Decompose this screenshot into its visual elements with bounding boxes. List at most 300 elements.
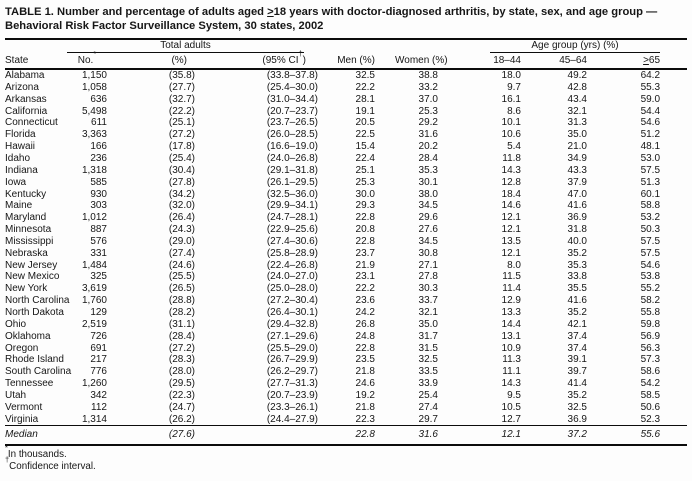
- spacer: [660, 295, 687, 307]
- footnote-in-thousands: *In thousands.: [5, 443, 67, 461]
- table-row: [5, 129, 687, 141]
- table-row: [5, 117, 687, 129]
- cell-ci: (22.4–26.8): [266, 259, 318, 271]
- spacer: [660, 94, 687, 106]
- cell-ci: (24.7–28.1): [266, 212, 318, 224]
- spacer: [660, 414, 687, 426]
- cell-no: 776: [90, 366, 107, 378]
- cell-18-44: 12.1: [501, 212, 521, 224]
- cell-ci: (25.8–28.9): [266, 247, 318, 259]
- spacer: [660, 319, 687, 331]
- median-45-64: 37.2: [523, 426, 587, 446]
- cell-65plus: 59.0: [640, 93, 661, 105]
- cell-no: 166: [90, 141, 107, 153]
- cell-18-44: 11.4: [502, 283, 521, 295]
- spacer: [660, 390, 687, 402]
- cell-ci: (20.7–23.9): [266, 389, 318, 401]
- cell-65plus: 54.6: [640, 117, 661, 129]
- cell-women: 27.8: [418, 271, 438, 283]
- geq-symbol: >: [643, 55, 649, 67]
- cell-men: 22.2: [355, 283, 375, 295]
- cell-pct: (34.2): [168, 188, 195, 200]
- cell-18-44: 10.9: [501, 342, 521, 354]
- cell-no: 325: [90, 271, 107, 283]
- cell-state: Oklahoma: [5, 330, 51, 342]
- cell-state: Vermont: [5, 401, 43, 413]
- cell-no: 3,619: [81, 283, 107, 295]
- cell-ci: (24.0–26.8): [266, 153, 318, 164]
- cell-65plus: 52.3: [640, 413, 661, 425]
- cell-women: 33.7: [418, 295, 438, 307]
- cell-men: 28.1: [355, 93, 375, 105]
- cell-state: California: [5, 105, 48, 117]
- table-row: [5, 260, 687, 272]
- cell-men: 20.5: [355, 117, 375, 129]
- cell-18-44: 11.8: [502, 153, 521, 164]
- cell-women: 31.5: [418, 342, 438, 354]
- dagger-marker: †: [298, 48, 303, 58]
- spacer: [375, 39, 438, 54]
- cell-pct: (28.3): [168, 354, 195, 366]
- cell-men: 22.2: [355, 81, 375, 93]
- cell-no: 217: [90, 354, 107, 366]
- table-row: [5, 390, 687, 402]
- cell-65plus: 58.2: [640, 295, 661, 307]
- cell-no: 1,314: [81, 413, 107, 425]
- table-row: [5, 414, 687, 426]
- cell-ci: (25.0–28.0): [266, 283, 318, 295]
- cell-men: 21.8: [355, 401, 375, 413]
- cell-65plus: 57.5: [640, 247, 661, 259]
- table-row: [5, 236, 687, 248]
- cell-ci: (27.7–31.3): [266, 378, 318, 390]
- col-header-men: Men (%): [320, 53, 375, 69]
- cell-women: 34.5: [418, 235, 438, 247]
- cell-pct: (24.7): [168, 401, 195, 413]
- table-row: [5, 94, 687, 106]
- cell-women: 32.1: [418, 306, 438, 318]
- table-title-line-1: TABLE 1. Number and percentage of adults aged >18 years with doctor-diagnosed arthritis, by state, sex, and age group —: [5, 6, 658, 18]
- cell-18-44: 18.0: [501, 70, 521, 82]
- cell-pct: (29.5): [168, 378, 195, 390]
- cell-45-64: 42.8: [567, 81, 587, 93]
- cell-women: 29.7: [418, 413, 438, 425]
- cell-pct: (22.3): [168, 389, 195, 401]
- cell-ci: (24.0–27.0): [266, 271, 318, 283]
- median-women: 31.6: [375, 426, 438, 446]
- cell-45-64: 31.8: [567, 224, 587, 236]
- cell-no: 236: [90, 153, 107, 164]
- cell-men: 24.8: [355, 330, 375, 342]
- cell-men: 32.5: [355, 70, 375, 82]
- cell-women: 30.8: [418, 247, 438, 259]
- cell-45-64: 35.3: [567, 259, 587, 271]
- cell-45-64: 31.3: [567, 117, 587, 129]
- table-row: [5, 69, 687, 82]
- cell-pct: (25.5): [168, 271, 195, 283]
- cell-men: 30.0: [355, 188, 375, 200]
- cell-men: 25.3: [355, 176, 375, 188]
- cell-women: 38.0: [418, 188, 438, 200]
- cell-pct: (25.4): [168, 153, 195, 164]
- col-header-45-64: 45–64: [523, 53, 587, 69]
- cell-pct: (26.4): [168, 212, 195, 224]
- cell-45-64: 42.1: [567, 318, 587, 330]
- cell-no: 1,260: [81, 378, 107, 390]
- cell-state: Iowa: [5, 176, 27, 188]
- cell-women: 29.6: [418, 212, 438, 224]
- table-row: [5, 106, 687, 118]
- spacer: [660, 189, 687, 201]
- table-row: [5, 165, 687, 177]
- cell-men: 22.8: [355, 235, 375, 247]
- cell-women: 31.7: [418, 330, 438, 342]
- cell-65plus: 48.1: [640, 141, 661, 153]
- cell-women: 28.4: [418, 153, 438, 164]
- cell-18-44: 13.1: [501, 330, 521, 342]
- table-row: [5, 153, 687, 165]
- cell-women: 33.5: [418, 366, 438, 378]
- cell-no: 1,318: [81, 164, 107, 176]
- cell-18-44: 8.6: [507, 105, 521, 117]
- cell-45-64: 33.8: [567, 271, 587, 283]
- cell-pct: (35.8): [168, 70, 195, 82]
- cell-no: 3,363: [81, 129, 107, 141]
- cell-45-64: 40.0: [567, 235, 587, 247]
- table-footer: [5, 426, 687, 446]
- cell-45-64: 35.2: [567, 389, 587, 401]
- cell-women: 25.3: [418, 105, 438, 117]
- cell-65plus: 53.8: [640, 271, 661, 283]
- cell-18-44: 14.4: [501, 318, 521, 330]
- cell-ci: (27.2–30.4): [266, 295, 318, 307]
- cell-65plus: 50.6: [640, 401, 661, 413]
- cell-women: 25.4: [418, 389, 438, 401]
- cell-45-64: 36.9: [567, 212, 587, 224]
- cell-no: 342: [90, 389, 107, 401]
- median-men: 22.8: [320, 426, 375, 446]
- median-row: [5, 426, 687, 446]
- spacer: [660, 39, 687, 54]
- cell-ci: (26.2–29.7): [266, 366, 318, 378]
- col-header-state: State: [5, 53, 67, 69]
- spacer: [660, 426, 687, 446]
- table-row: [5, 366, 687, 378]
- cell-pct: (24.3): [168, 224, 195, 236]
- cell-state: Nebraska: [5, 247, 48, 259]
- cell-18-44: 9.5: [507, 389, 521, 401]
- spacer: [660, 354, 687, 366]
- spacer: [660, 82, 687, 94]
- cell-ci: (29.9–34.1): [266, 200, 318, 212]
- cell-18-44: 13.3: [501, 306, 521, 318]
- cell-45-64: 49.2: [567, 70, 587, 82]
- table-title-line-2: Behavioral Risk Factor Surveillance System, 30 states, 2002: [5, 19, 324, 32]
- table-row: [5, 402, 687, 414]
- cell-18-44: 5.4: [507, 141, 521, 153]
- footnote-confidence-interval: †Confidence interval.: [5, 454, 96, 472]
- cell-65plus: 60.1: [640, 188, 661, 200]
- cell-state: Maine: [5, 200, 33, 212]
- cell-no: 303: [90, 200, 107, 212]
- table-row: [5, 224, 687, 236]
- spacer: [660, 224, 687, 236]
- cell-45-64: 35.0: [567, 129, 587, 141]
- cell-state: Arizona: [5, 81, 39, 93]
- median-18-44: 12.1: [438, 426, 523, 446]
- cell-65plus: 50.3: [640, 224, 661, 236]
- cell-no: 331: [90, 247, 107, 259]
- cell-women: 20.2: [418, 141, 438, 153]
- cell-state: Arkansas: [5, 93, 47, 105]
- cell-18-44: 14.3: [501, 378, 521, 390]
- cell-women: 31.6: [418, 129, 438, 141]
- table-row: [5, 295, 687, 307]
- total-adults-group-header: Total adults: [67, 39, 318, 54]
- cell-ci: (23.7–26.5): [266, 117, 318, 129]
- cell-65plus: 55.8: [640, 306, 661, 318]
- table-row: [5, 307, 687, 319]
- cell-18-44: 14.3: [501, 164, 521, 176]
- spacer: [660, 402, 687, 414]
- cell-men: 26.8: [355, 318, 375, 330]
- cell-65plus: 56.3: [640, 342, 661, 354]
- cell-65plus: 59.8: [640, 318, 661, 330]
- table-row: [5, 319, 687, 331]
- median-label: Median: [5, 426, 67, 446]
- cell-no: 1,058: [81, 81, 107, 93]
- table-row: [5, 248, 687, 260]
- cell-women: 33.9: [418, 378, 438, 390]
- cell-state: North Dakota: [5, 306, 64, 318]
- cell-ci: (25.4–30.0): [266, 81, 318, 93]
- cell-state: Virginia: [5, 413, 39, 425]
- dagger-marker: †: [5, 454, 10, 464]
- median-65plus: 55.6: [587, 426, 660, 446]
- cell-no: 576: [90, 235, 107, 247]
- cell-45-64: 41.6: [567, 200, 587, 212]
- cell-women: 35.3: [418, 164, 438, 176]
- cell-18-44: 13.5: [501, 235, 521, 247]
- cell-18-44: 11.1: [502, 366, 521, 378]
- table-row: [5, 200, 687, 212]
- cell-women: 38.8: [418, 70, 438, 82]
- cell-men: 20.8: [355, 224, 375, 236]
- cell-pct: (32.7): [168, 93, 195, 105]
- cell-state: Minnesota: [5, 224, 52, 236]
- col-header-no: No.*: [67, 53, 107, 69]
- cell-state: North Carolina: [5, 295, 70, 307]
- cell-men: 23.5: [355, 354, 375, 366]
- cell-45-64: 32.5: [567, 401, 587, 413]
- cell-45-64: 39.7: [567, 366, 587, 378]
- geq-symbol: >: [267, 6, 274, 18]
- cell-65plus: 51.3: [640, 176, 661, 188]
- cell-women: 34.5: [418, 200, 438, 212]
- table-row: [5, 343, 687, 355]
- cell-state: Oregon: [5, 342, 39, 354]
- cell-ci: (27.1–29.6): [266, 330, 318, 342]
- spacer: [660, 366, 687, 378]
- spacer: [660, 141, 687, 153]
- spacer: [660, 165, 687, 177]
- cell-pct: (27.7): [168, 81, 195, 93]
- cell-pct: (22.2): [168, 105, 195, 117]
- cell-state: Florida: [5, 129, 36, 141]
- spacer: [660, 248, 687, 260]
- cell-18-44: 10.6: [501, 129, 521, 141]
- cell-state: Tennessee: [5, 378, 54, 390]
- cell-ci: (26.1–29.5): [266, 176, 318, 188]
- cell-women: 30.3: [418, 283, 438, 295]
- cell-state: Idaho: [5, 153, 31, 164]
- cell-45-64: 35.2: [567, 306, 587, 318]
- cell-men: 29.3: [355, 200, 375, 212]
- cell-45-64: 39.1: [567, 354, 587, 366]
- cell-65plus: 56.9: [640, 330, 661, 342]
- cell-no: 129: [90, 306, 107, 318]
- spacer: [5, 39, 67, 54]
- cell-45-64: 36.9: [567, 413, 587, 425]
- cell-pct: (28.0): [168, 366, 195, 378]
- cell-ci: (24.4–27.9): [266, 413, 318, 425]
- cell-state: New York: [5, 283, 48, 295]
- cell-men: 19.1: [355, 105, 375, 117]
- cell-ci: (16.6–19.0): [266, 141, 318, 153]
- cell-men: 24.6: [355, 378, 375, 390]
- table-row: [5, 189, 687, 201]
- cell-18-44: 10.5: [501, 401, 521, 413]
- table-row: [5, 378, 687, 390]
- cell-state: Indiana: [5, 164, 38, 176]
- cell-45-64: 37.9: [567, 176, 587, 188]
- table-row: [5, 271, 687, 283]
- spacer: [660, 177, 687, 189]
- col-header-ci: (95% CI†): [195, 53, 318, 69]
- cell-18-44: 16.1: [501, 93, 521, 105]
- cell-state: Hawaii: [5, 141, 36, 153]
- cell-no: 691: [90, 342, 107, 354]
- col-header-65plus: >65: [587, 53, 660, 69]
- cell-65plus: 51.2: [640, 129, 661, 141]
- cell-45-64: 41.4: [567, 378, 587, 390]
- cell-men: 23.6: [355, 295, 375, 307]
- table-row: [5, 141, 687, 153]
- column-header-row: [5, 53, 687, 69]
- cell-pct: (27.8): [168, 176, 195, 188]
- spacer: [660, 283, 687, 295]
- cell-pct: (30.4): [168, 164, 195, 176]
- table-row: [5, 331, 687, 343]
- cell-45-64: 47.0: [567, 188, 587, 200]
- cell-18-44: 12.1: [501, 224, 521, 236]
- cell-women: 30.1: [418, 176, 438, 188]
- cell-pct: (28.8): [168, 295, 195, 307]
- cell-65plus: 58.6: [640, 366, 661, 378]
- cell-men: 23.1: [355, 271, 375, 283]
- cell-no: 1,760: [81, 295, 107, 307]
- cell-men: 22.8: [355, 342, 375, 354]
- spacer: [660, 153, 687, 165]
- cell-men: 22.5: [355, 129, 375, 141]
- cell-men: 22.3: [355, 413, 375, 425]
- cell-65plus: 58.5: [640, 389, 661, 401]
- cell-18-44: 12.8: [501, 176, 521, 188]
- cell-ci: (25.5–29.0): [266, 342, 318, 354]
- cell-45-64: 35.5: [567, 283, 587, 295]
- spacer: [660, 106, 687, 118]
- cell-45-64: 35.2: [567, 247, 587, 259]
- spacer: [660, 260, 687, 272]
- cell-65plus: 54.2: [640, 378, 661, 390]
- cell-18-44: 11.3: [502, 354, 521, 366]
- cell-men: 22.4: [355, 153, 375, 164]
- cell-18-44: 14.6: [501, 200, 521, 212]
- cell-45-64: 43.3: [567, 164, 587, 176]
- cell-pct: (32.0): [168, 200, 195, 212]
- cell-no: 2,519: [81, 318, 107, 330]
- cell-state: Rhode Island: [5, 354, 64, 366]
- table-row: [5, 82, 687, 94]
- cell-pct: (24.6): [168, 259, 195, 271]
- cell-ci: (20.7–23.7): [266, 105, 318, 117]
- cell-pct: (27.2): [168, 342, 195, 354]
- cell-no: 1,012: [81, 212, 107, 224]
- cell-65plus: 54.6: [640, 259, 661, 271]
- table-body: [5, 69, 687, 426]
- cell-18-44: 12.1: [501, 247, 521, 259]
- cell-65plus: 54.4: [640, 105, 661, 117]
- spacer: [67, 426, 107, 446]
- cell-men: 23.7: [355, 247, 375, 259]
- spacer: [660, 271, 687, 283]
- cell-men: 19.2: [355, 389, 375, 401]
- cell-ci: (29.4–32.8): [266, 318, 318, 330]
- cell-pct: (31.1): [168, 318, 195, 330]
- cell-women: 27.6: [418, 224, 438, 236]
- cell-45-64: 21.0: [567, 141, 587, 153]
- cell-65plus: 57.5: [640, 164, 661, 176]
- table-row: [5, 177, 687, 189]
- cell-men: 21.8: [355, 366, 375, 378]
- table-row: [5, 212, 687, 224]
- cell-state: Utah: [5, 389, 27, 401]
- cell-18-44: 8.0: [507, 259, 521, 271]
- cell-state: New Jersey: [5, 259, 58, 271]
- asterisk-marker: *: [5, 443, 8, 453]
- cell-no: 611: [91, 117, 107, 129]
- cell-pct: (27.4): [168, 247, 195, 259]
- table-row: [5, 354, 687, 366]
- cell-women: 27.4: [418, 401, 438, 413]
- cell-18-44: 12.7: [501, 413, 521, 425]
- cell-pct: (26.2): [168, 413, 195, 425]
- spacer: [660, 212, 687, 224]
- cell-ci: (33.8–37.8): [266, 70, 318, 82]
- cell-pct: (25.1): [168, 117, 195, 129]
- cell-ci: (29.1–31.8): [266, 164, 318, 176]
- asterisk-marker: *: [93, 48, 97, 58]
- cell-ci: (26.0–28.5): [266, 129, 318, 141]
- cell-women: 27.1: [418, 259, 438, 271]
- cell-65plus: 53.0: [640, 153, 661, 164]
- cell-no: 930: [90, 188, 107, 200]
- arthritis-data-table: [5, 38, 687, 447]
- spacer: [660, 53, 687, 69]
- cell-no: 636: [90, 93, 107, 105]
- cell-18-44: 11.5: [502, 271, 521, 283]
- cell-state: Maryland: [5, 212, 47, 224]
